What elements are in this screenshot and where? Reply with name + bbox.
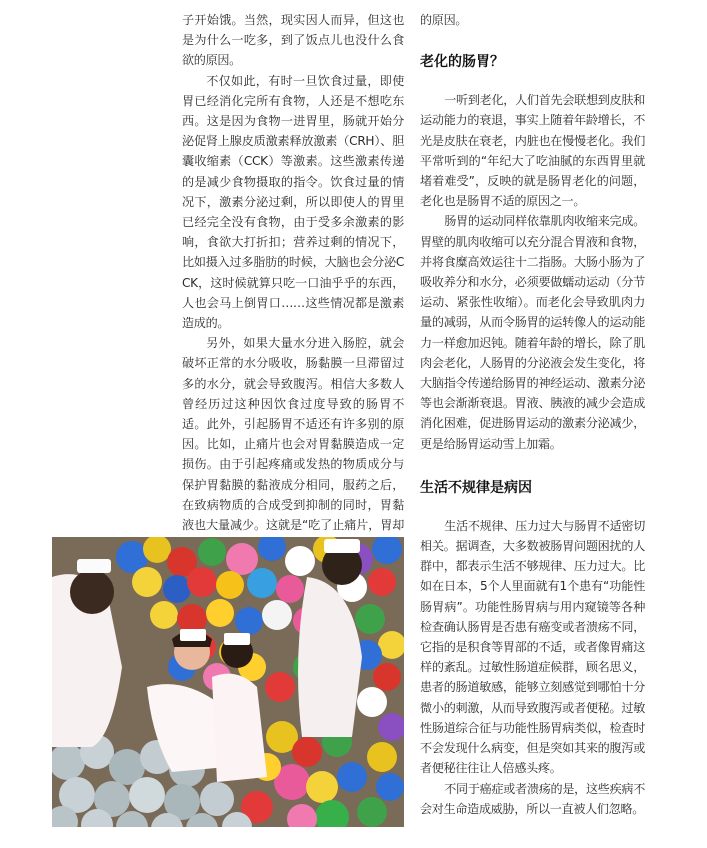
body-paragraph: 不仅如此，有时一旦饮食过量，即使胃已经消化完所有食物，人还是不想吃东西。这是因为食物一进胃里，肠就开始分泌促肾上腺皮质激素释放激素（CRH）、胆囊收缩素（CCK）等激素。这些激素传递的是减少食物摄取的指令。饮食过量的情况下，激素分泌过剩，所以即使人的胃里已经完全没有食物，由于受多余激素的影响，食欲大打折扣；营养过剩的情况下，比如摄入过多脂肪的时候，大脑也会分泌CCK，这时候就算只吃一口油乎乎的东西，人也会马上倒胃口……这些情况都是激素造成的。	[182, 73, 404, 331]
body-paragraph: 不同于癌症或者溃疡的是，这些疾病不会对生命造成威胁，所以一直被人们忽略。	[420, 781, 645, 816]
body-paragraph: 子开始饿。当然，现实因人而异，但这也是为什么一吃多，到了饭点儿也没什么食欲的原因。	[182, 13, 404, 68]
body-paragraph: 另外，如果大量水分进入肠腔，就会破坏正常的水分吸收，肠黏膜一旦滞留过多的水分，就会导致腹泻。相信大多数人曾经历过这种因饮食过度导致的肠胃不适。此外，引起肠胃不适还有许多别的原因。比如，止痛片也会对胃黏膜造成一定损伤。由于引起疼痛或发热的物质成分与保护胃黏膜的黏液成分相同，服药之后，在致病物质的合成受到抑制的同时，胃黏液也大量减少。这就是“吃了止痛片，胃却	[182, 336, 404, 533]
section-heading-aging: 老化的肠胃？	[420, 54, 504, 71]
left-column	[182, 0, 404, 555]
body-paragraph: 生活不规律、压力过大与肠胃不适密切相关。据调查，大多数被肠胃问题困扰的人群中，都表示生活不够规律、压力过大。比如在日本，5个人里面就有1个患有“功能性肠胃病”。功能性肠胃病与用内窥镜等各种检查确认肠胃是否患有癌变或者溃疡不同，它指的是积食等胃部的不适，或者像胃痛这样的紊乱。过敏性肠道症候群，顾名思义，患者的肠道敏感，能够立刻感觉到哪怕十分微小的刺激，从而导致腹泻或者便秘。过敏性肠道综合征与功能性肠胃病类似，检查时不会发现什么病变，但是突如其来的腹泻或者便秘往往让人倍感头疼。	[420, 518, 645, 776]
continuation-text: 的原因。	[420, 13, 468, 27]
section-heading-irregular-life: 生活不规律是病因	[420, 479, 532, 496]
body-paragraph: 肠胃的运动同样依靠肌肉收缩来完成。胃壁的肌肉收缩可以充分混合胃液和食物，并将食糜高效运往十二指肠。大肠小肠为了吸收养分和水分，必须要做蠕动运动（分节运动、紧张性收缩）。而老化会导致肌肉力量的减弱，从而令肠胃的运转像人的运动能力一样愈加迟钝。随着年龄的增长，除了肌肉会老化，人肠胃的分泌液会发生变化，将大脑指令传递给肠胃的神经运动、激素分泌等也会渐渐衰退。胃液、胰液的减少会造成消化困难，促进肠胃运动的激素分泌减少，更是给肠胃运动雪上加霜。	[420, 214, 645, 451]
body-paragraph: 一听到老化，人们首先会联想到皮肤和运动能力的衰退，事实上随着年龄增长，不光是皮肤在衰老，内脏也在慢慢老化。我们平常听到的“年纪大了吃油腻的东西胃里就堵着难受”，反映的就是肠胃老化的问题，老化也是肠胃不适的原因之一。	[420, 93, 645, 209]
right-column	[420, 0, 645, 819]
balloon-photo-art	[52, 537, 404, 827]
balloon-photo	[52, 537, 404, 827]
